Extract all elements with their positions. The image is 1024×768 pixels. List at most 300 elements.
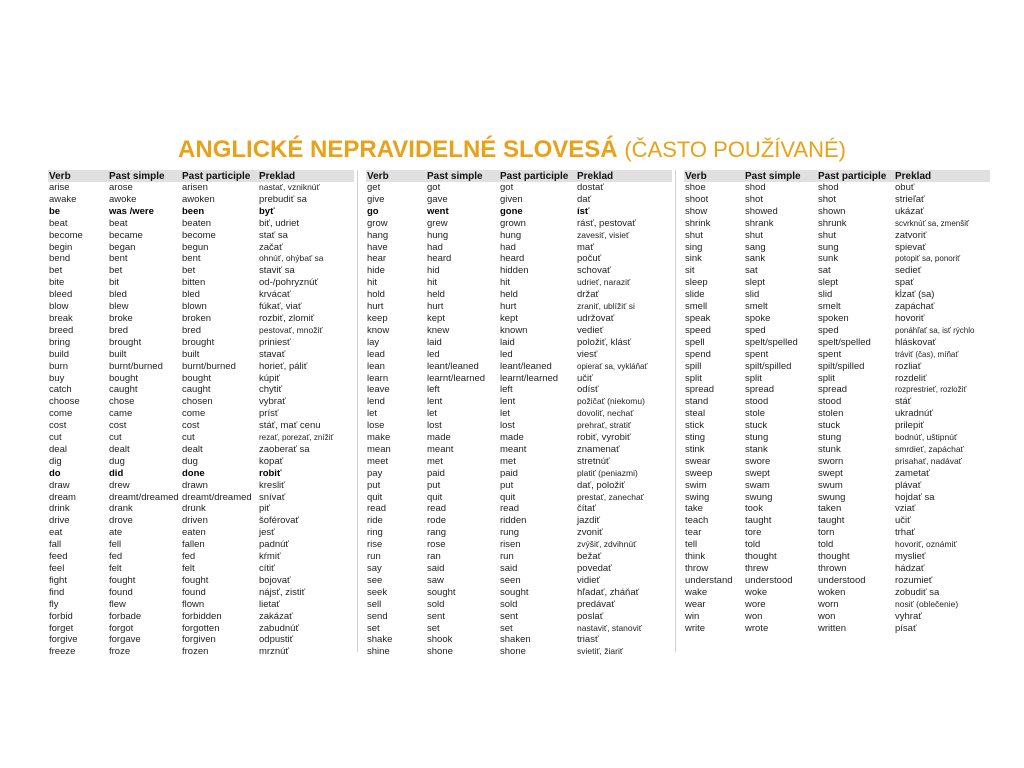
past-simple-cell: sought xyxy=(427,586,456,598)
verb-cell: bleed xyxy=(49,289,73,301)
past-participle-cell: hurt xyxy=(500,301,517,313)
verb-cell: rise xyxy=(367,539,383,551)
translation-cell: odísť xyxy=(577,384,599,396)
past-participle-cell: swung xyxy=(818,491,846,503)
table-row xyxy=(366,253,672,265)
table-row xyxy=(366,646,672,658)
past-participle-cell: had xyxy=(500,241,516,253)
past-participle-cell: read xyxy=(500,503,520,515)
table-row xyxy=(684,480,990,492)
verb-cell: run xyxy=(367,551,381,563)
verb-cell: hit xyxy=(367,277,378,289)
past-participle-cell: shaken xyxy=(500,634,531,646)
verb-cell: deal xyxy=(49,443,67,455)
table-row xyxy=(366,265,672,277)
translation-cell: zapáchať xyxy=(895,301,935,313)
past-participle-cell: flown xyxy=(182,598,205,610)
translation-cell: robiť, vyrobiť xyxy=(577,432,631,444)
table-row xyxy=(48,623,354,635)
past-participle-cell: cost xyxy=(182,420,200,432)
table-row xyxy=(684,539,990,551)
verb-cell: give xyxy=(367,193,385,205)
past-simple-cell: went xyxy=(427,205,449,217)
past-participle-cell: risen xyxy=(500,539,521,551)
past-simple-cell: cost xyxy=(109,420,127,432)
verb-cell: drink xyxy=(49,503,70,515)
header-past-simple: Past simple xyxy=(426,170,499,182)
translation-cell: jazdiť xyxy=(577,515,601,527)
table-row xyxy=(366,551,672,563)
past-simple-cell: saw xyxy=(427,574,444,586)
verb-cell: fall xyxy=(49,539,62,551)
verb-cell: find xyxy=(49,586,65,598)
table-row xyxy=(48,349,354,361)
past-simple-cell: fed xyxy=(109,551,123,563)
header-verb: Verb xyxy=(684,170,744,182)
verb-cell: think xyxy=(685,551,706,563)
past-simple-cell: bet xyxy=(109,265,123,277)
past-simple-cell: bit xyxy=(109,277,120,289)
translation-cell: byť xyxy=(259,205,275,217)
translation-cell: pestovať, množiť xyxy=(259,324,323,335)
table-row xyxy=(366,206,672,218)
verb-cell: stick xyxy=(685,420,704,432)
past-simple-cell: awoke xyxy=(109,193,137,205)
past-simple-cell: wore xyxy=(745,598,766,610)
table-row xyxy=(366,194,672,206)
past-participle-cell: taken xyxy=(818,503,842,515)
translation-cell: prísť xyxy=(259,408,279,420)
translation-cell: rezať, porezať, znížiť xyxy=(259,433,334,443)
translation-cell: kopať xyxy=(259,455,284,467)
header-preklad: Preklad xyxy=(576,170,672,182)
verb-cell: bring xyxy=(49,336,71,348)
verb-cell: spill xyxy=(685,360,702,372)
past-simple-cell: slept xyxy=(745,277,766,289)
translation-cell: robiť xyxy=(259,467,282,479)
past-participle-cell: forbidden xyxy=(182,610,222,622)
table-row xyxy=(48,277,354,289)
verb-cell: set xyxy=(367,622,380,634)
translation-cell: triasť xyxy=(577,634,599,646)
past-participle-cell: made xyxy=(500,432,524,444)
verb-cell: swim xyxy=(685,479,707,491)
translation-cell: nájsť, zistiť xyxy=(259,586,306,598)
past-participle-cell: built xyxy=(182,348,200,360)
verb-cell: quit xyxy=(367,491,383,503)
translation-cell: vidieť xyxy=(577,574,601,586)
past-participle-cell: kept xyxy=(500,312,518,324)
table-row xyxy=(48,337,354,349)
past-participle-cell: given xyxy=(500,193,523,205)
past-simple-cell: bent xyxy=(109,253,128,265)
translation-cell: hovoriť xyxy=(895,312,925,324)
verb-cell: show xyxy=(685,205,708,217)
past-simple-cell: spent xyxy=(745,348,769,360)
past-participle-cell: awoken xyxy=(182,193,215,205)
table-row xyxy=(684,301,990,313)
past-simple-cell: fell xyxy=(109,539,122,551)
verb-cell: swing xyxy=(685,491,710,503)
past-participle-cell: drawn xyxy=(182,479,208,491)
translation-cell: zaoberať sa xyxy=(259,443,310,455)
table-row xyxy=(48,587,354,599)
table-row xyxy=(48,218,354,230)
past-simple-cell: brought xyxy=(109,336,142,348)
past-simple-cell: shod xyxy=(745,182,766,193)
table-row xyxy=(366,325,672,337)
translation-cell: prestať, zanechať xyxy=(577,491,644,502)
table-row xyxy=(48,373,354,385)
verb-cell: shrink xyxy=(685,217,711,229)
past-participle-cell: dealt xyxy=(182,443,203,455)
past-simple-cell: felt xyxy=(109,563,122,574)
table-row xyxy=(684,575,990,587)
verb-cell: bite xyxy=(49,277,65,289)
past-participle-cell: hung xyxy=(500,229,522,241)
table-row xyxy=(48,551,354,563)
verb-cell: sing xyxy=(685,241,703,253)
translation-cell: tráviť (čas), míňať xyxy=(895,349,959,359)
page-title xyxy=(0,136,1024,164)
past-participle-cell: rung xyxy=(500,527,520,539)
translation-cell: sedieť xyxy=(895,265,922,277)
past-participle-cell: shone xyxy=(500,646,526,658)
table-row xyxy=(48,634,354,646)
past-participle-cell: slept xyxy=(818,277,839,289)
verb-cell: see xyxy=(367,574,383,586)
past-simple-cell: came xyxy=(109,408,133,420)
verb-cell: speed xyxy=(685,324,711,336)
table-row xyxy=(48,515,354,527)
verb-cell: be xyxy=(49,205,61,217)
past-participle-cell: caught xyxy=(182,384,211,396)
verb-cell: read xyxy=(367,503,387,515)
past-simple-cell: knew xyxy=(427,324,450,336)
past-participle-cell: shod xyxy=(818,182,839,193)
past-participle-cell: begun xyxy=(182,241,209,253)
past-simple-cell: burnt/burned xyxy=(109,360,163,372)
past-participle-cell: stunk xyxy=(818,443,841,455)
past-simple-cell: drove xyxy=(109,515,133,527)
table-row xyxy=(684,361,990,373)
translation-cell: biť, udriet xyxy=(259,217,299,229)
table-row xyxy=(48,420,354,432)
past-simple-cell: froze xyxy=(109,646,131,658)
past-simple-cell: flew xyxy=(109,598,126,610)
translation-cell: ísť xyxy=(577,205,590,217)
translation-cell: krvácať xyxy=(259,289,291,301)
past-participle-cell: dreamt/dreamed xyxy=(182,491,252,503)
translation-cell: rozprestrieť, rozložiť xyxy=(895,385,967,395)
table-row xyxy=(684,408,990,420)
verb-cell: spread xyxy=(685,384,715,396)
past-simple-cell: sat xyxy=(745,265,758,277)
past-simple-cell: became xyxy=(109,229,143,241)
past-simple-cell: sped xyxy=(745,324,766,336)
translation-cell: smrdieť, zapáchať xyxy=(895,443,964,454)
table-row xyxy=(684,611,990,623)
translation-cell: udrieť, naraziť xyxy=(577,277,631,288)
past-participle-cell: sunk xyxy=(818,253,839,265)
table-row xyxy=(48,325,354,337)
past-participle-cell: taught xyxy=(818,515,845,527)
translation-cell: začať xyxy=(259,241,283,253)
past-simple-cell: bled xyxy=(109,289,127,301)
translation-cell: bojovať xyxy=(259,574,291,586)
verb-cell: eat xyxy=(49,527,63,539)
past-participle-cell: bred xyxy=(182,324,202,336)
translation-cell: kúpiť xyxy=(259,372,280,384)
table-row xyxy=(366,230,672,242)
past-participle-cell: stolen xyxy=(818,408,844,420)
table-row xyxy=(366,503,672,515)
translation-cell: snívať xyxy=(259,491,286,503)
table-row xyxy=(366,563,672,575)
verb-table-1 xyxy=(48,170,354,658)
table-row xyxy=(366,634,672,646)
past-participle-cell: split xyxy=(818,372,835,384)
past-participle-cell: lent xyxy=(500,396,516,408)
table-row xyxy=(684,563,990,575)
table-header-row xyxy=(48,170,354,182)
table-row xyxy=(48,480,354,492)
past-simple-cell: stood xyxy=(745,396,769,408)
past-simple-cell: spoke xyxy=(745,312,771,324)
past-simple-cell: dug xyxy=(109,455,125,467)
table-row xyxy=(48,313,354,325)
translation-cell: ponáhľať sa, isť rýchlo xyxy=(895,325,975,335)
past-simple-cell: sent xyxy=(427,610,445,622)
translation-cell: nastať, vzniknúť xyxy=(259,182,320,192)
table-row xyxy=(684,373,990,385)
past-simple-cell: shrank xyxy=(745,217,774,229)
verb-cell: blow xyxy=(49,301,69,313)
past-simple-cell: leant/leaned xyxy=(427,360,479,372)
table-row xyxy=(684,444,990,456)
translation-cell: zavesiť, visieť xyxy=(577,229,630,240)
verb-cell: become xyxy=(49,229,83,241)
past-participle-cell: driven xyxy=(182,515,208,527)
table-row xyxy=(684,420,990,432)
past-participle-cell: woken xyxy=(818,586,846,598)
table-row xyxy=(366,623,672,635)
translation-cell: šoférovať xyxy=(259,515,299,527)
translation-cell: prilepiť xyxy=(895,420,924,432)
table-row xyxy=(366,575,672,587)
table-row xyxy=(684,230,990,242)
past-simple-cell: understood xyxy=(745,574,793,586)
past-participle-cell: ridden xyxy=(500,515,527,527)
past-participle-cell: bent xyxy=(182,253,201,265)
verb-cell: grow xyxy=(367,217,388,229)
translation-cell: jesť xyxy=(259,527,275,539)
table-row xyxy=(366,432,672,444)
verb-cell: put xyxy=(367,479,381,491)
past-simple-cell: stuck xyxy=(745,420,768,432)
translation-cell: viesť xyxy=(577,348,598,360)
table-row xyxy=(366,396,672,408)
verb-cell: buy xyxy=(49,372,65,384)
past-simple-cell: sank xyxy=(745,253,766,265)
past-simple-cell: met xyxy=(427,455,443,467)
verb-cell: hurt xyxy=(367,301,384,313)
past-participle-cell: laid xyxy=(500,336,515,348)
past-simple-cell: gave xyxy=(427,193,448,205)
table-row xyxy=(366,373,672,385)
past-participle-cell: hidden xyxy=(500,265,529,277)
verb-table-2 xyxy=(366,170,672,658)
verb-cell: hold xyxy=(367,289,385,301)
verb-cell: sit xyxy=(685,265,695,277)
table-row xyxy=(48,563,354,575)
translation-cell: povedať xyxy=(577,563,612,574)
verb-cell: break xyxy=(49,312,73,324)
translation-cell: rozumieť xyxy=(895,574,933,586)
translation-cell: svietiť, žiariť xyxy=(577,646,624,657)
translation-cell: zobudiť sa xyxy=(895,586,940,598)
past-simple-cell: sang xyxy=(745,241,766,253)
table-row xyxy=(684,587,990,599)
table-row xyxy=(366,492,672,504)
past-participle-cell: come xyxy=(182,408,206,420)
past-simple-cell: built xyxy=(109,348,127,360)
translation-cell: stáť, mať cenu xyxy=(259,420,321,432)
past-simple-cell: shut xyxy=(745,229,763,241)
past-simple-cell: cut xyxy=(109,432,122,444)
translation-cell: vybrať xyxy=(259,396,286,408)
translation-cell: myslieť xyxy=(895,551,926,563)
verb-cell: stand xyxy=(685,396,709,408)
past-participle-cell: sought xyxy=(500,586,529,598)
verb-cell: know xyxy=(367,324,390,336)
past-participle-cell: forgiven xyxy=(182,634,216,646)
table-row xyxy=(684,468,990,480)
table-row xyxy=(48,456,354,468)
table-row xyxy=(366,218,672,230)
translation-cell: obuť xyxy=(895,182,915,193)
verb-cell: wear xyxy=(685,598,706,610)
past-participle-cell: gone xyxy=(500,205,523,217)
past-simple-cell: bred xyxy=(109,324,129,336)
past-simple-cell: chose xyxy=(109,396,135,408)
verb-cell: ring xyxy=(367,527,383,539)
past-simple-cell: left xyxy=(427,384,440,396)
table-row xyxy=(366,456,672,468)
past-simple-cell: held xyxy=(427,289,445,301)
past-participle-cell: brought xyxy=(182,336,215,348)
translation-cell: zraniť, ublížiť si xyxy=(577,301,635,312)
past-simple-cell: drew xyxy=(109,479,130,491)
past-simple-cell: forbade xyxy=(109,610,142,622)
verb-cell: beat xyxy=(49,217,68,229)
table-row xyxy=(366,384,672,396)
verb-cell: lose xyxy=(367,420,385,432)
verb-cell: draw xyxy=(49,479,70,491)
table-row xyxy=(48,253,354,265)
table-row xyxy=(366,587,672,599)
past-participle-cell: stood xyxy=(818,396,842,408)
past-simple-cell: forgave xyxy=(109,634,141,646)
translation-cell: piť xyxy=(259,503,270,515)
past-participle-cell: understood xyxy=(818,574,866,586)
past-participle-cell: beaten xyxy=(182,217,212,229)
translation-cell: požičať (niekomu) xyxy=(577,396,645,407)
past-participle-cell: quit xyxy=(500,491,516,503)
past-simple-cell: lost xyxy=(427,420,442,432)
translation-cell: prebudiť sa xyxy=(259,193,307,205)
column-divider xyxy=(357,170,358,652)
verb-cell: spend xyxy=(685,348,711,360)
past-simple-cell: kept xyxy=(427,312,445,324)
past-participle-cell: thought xyxy=(818,551,850,563)
past-simple-cell: got xyxy=(427,182,441,193)
verb-table xyxy=(684,170,990,634)
past-simple-cell: taught xyxy=(745,515,772,527)
past-participle-cell: shrunk xyxy=(818,217,847,229)
verb-cell: lend xyxy=(367,396,385,408)
past-simple-cell: took xyxy=(745,503,763,515)
past-simple-cell: led xyxy=(427,348,440,360)
table-row xyxy=(684,551,990,563)
past-simple-cell: told xyxy=(745,539,761,551)
verb-cell: leave xyxy=(367,384,390,396)
translation-cell: staviť sa xyxy=(259,265,295,277)
table-row xyxy=(684,206,990,218)
past-participle-cell: felt xyxy=(182,563,195,574)
past-participle-cell: fallen xyxy=(182,539,205,551)
verb-table xyxy=(48,170,354,658)
table-row xyxy=(684,396,990,408)
table-row xyxy=(684,384,990,396)
past-simple-cell: ran xyxy=(427,551,441,563)
past-simple-cell: hit xyxy=(427,277,438,289)
verb-cell: dig xyxy=(49,455,62,467)
table-row xyxy=(48,361,354,373)
past-simple-cell: was /were xyxy=(109,205,154,217)
translation-cell: hľadať, zháňať xyxy=(577,586,640,598)
past-participle-cell: learnt/learned xyxy=(500,372,559,384)
verb-cell: split xyxy=(685,372,702,384)
verb-cell: stink xyxy=(685,443,705,455)
header-past-participle: Past participle xyxy=(181,170,258,182)
translation-cell: počuť xyxy=(577,253,602,265)
past-simple-cell: bought xyxy=(109,372,139,384)
table-row xyxy=(366,301,672,313)
verb-cell: shake xyxy=(367,634,393,646)
past-participle-cell: set xyxy=(500,622,513,634)
past-participle-cell: drunk xyxy=(182,503,206,515)
past-simple-cell: did xyxy=(109,467,124,479)
verb-cell: awake xyxy=(49,193,77,205)
verb-cell: shine xyxy=(367,646,390,658)
verb-cell: choose xyxy=(49,396,80,408)
translation-cell: nosiť (oblečenie) xyxy=(895,598,959,609)
translation-cell: spať xyxy=(895,277,914,289)
verb-cell: sell xyxy=(367,598,382,610)
translation-cell: predávať xyxy=(577,598,615,610)
translation-cell: cítiť xyxy=(259,563,275,574)
column-divider xyxy=(675,170,676,652)
past-participle-cell: run xyxy=(500,551,514,563)
header-verb: Verb xyxy=(366,170,426,182)
past-simple-cell: broke xyxy=(109,312,133,324)
past-simple-cell: swung xyxy=(745,491,773,503)
table-row xyxy=(684,265,990,277)
table-row xyxy=(684,242,990,254)
table-row xyxy=(684,515,990,527)
translation-cell: scvrknúť sa, zmenšiť xyxy=(895,218,970,228)
